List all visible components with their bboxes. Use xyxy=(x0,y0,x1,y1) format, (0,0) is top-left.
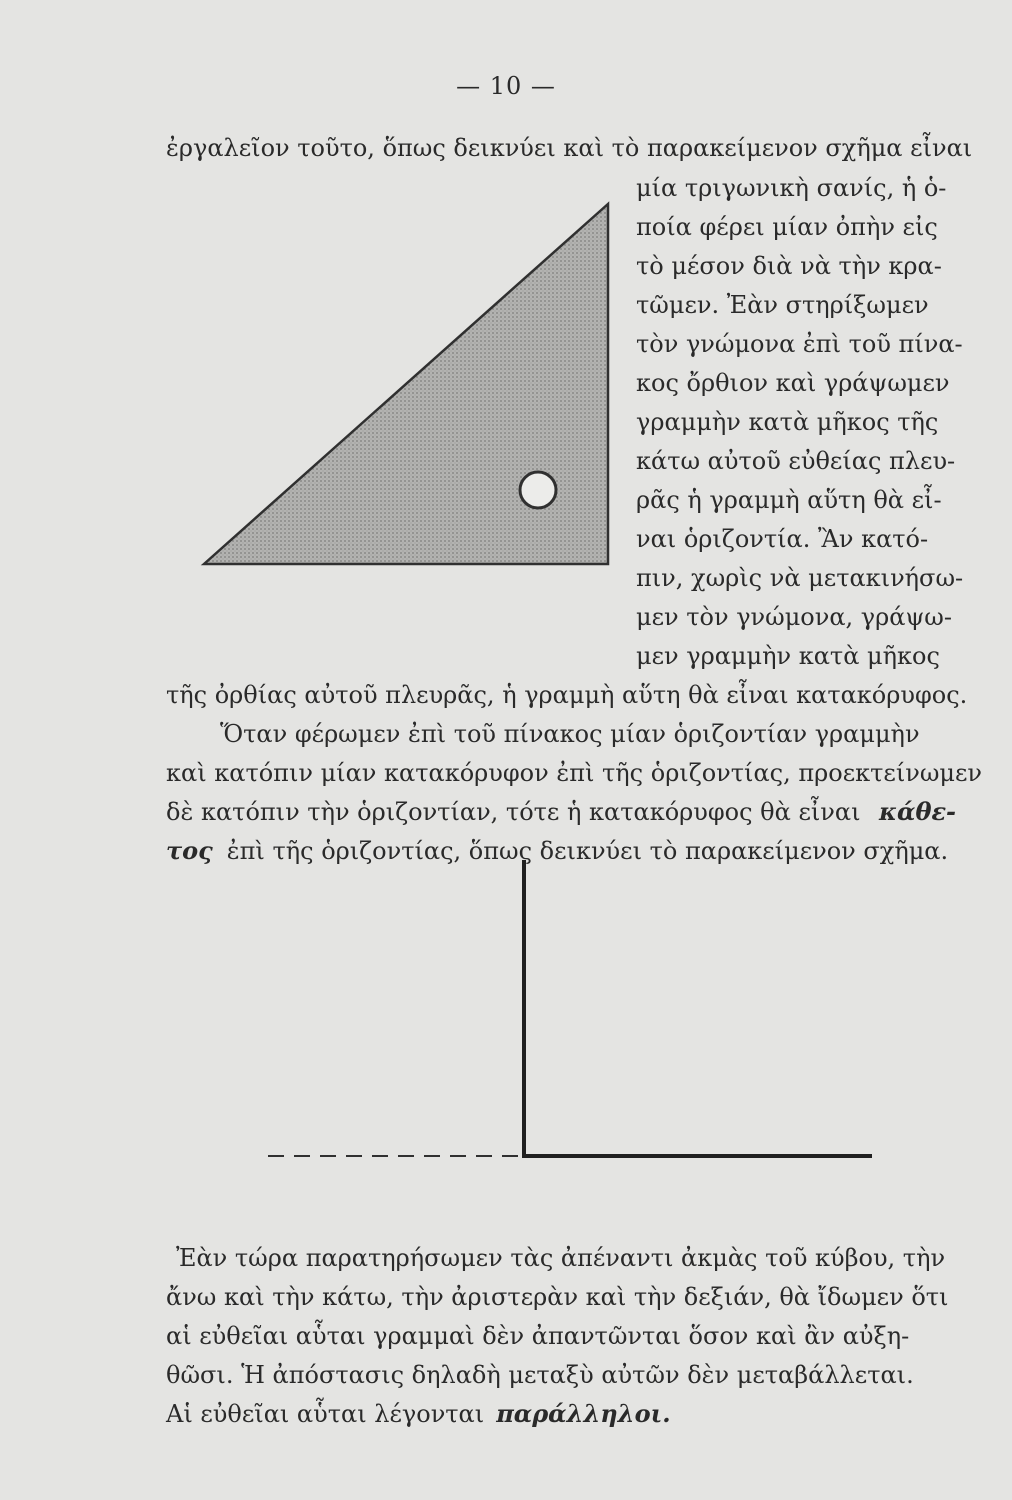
text-line: θῶσι. Ἡ ἀπόστασις δηλαδὴ μεταξὺ αὐτῶν δὲν μεταβάλλεται. xyxy=(166,1361,914,1389)
text-line: μεν τὸν γνώμονα, γράψω- xyxy=(636,603,952,631)
text-line: ἐργαλεῖον τοῦτο, ὅπως δεικνύει καὶ τὸ παρακείμενον σχῆμα εἶναι xyxy=(166,134,973,162)
text-line: τὸν γνώμονα ἐπὶ τοῦ πίνα- xyxy=(636,330,963,358)
text-line: τῶμεν. Ἐὰν στηρίξωμεν xyxy=(636,291,929,319)
text-line: Ἐὰν τώρα παρατηρήσωμεν τὰς ἀπέναντι ἀκμὰς τοῦ κύβου, τὴν xyxy=(176,1244,946,1272)
text-line: δὲ κατόπιν τὴν ὁριζοντίαν, τότε ἡ κατακόρυφος θὰ εἶναι κάθε- xyxy=(166,794,956,830)
text-line: τὸ μέσον διὰ νὰ τὴν κρα- xyxy=(636,252,942,280)
page-number: — 10 — xyxy=(456,72,556,100)
text-line: πιν, χωρὶς νὰ μετακινήσω- xyxy=(636,564,964,592)
triangle-shape xyxy=(204,204,608,564)
text-line: καὶ κατόπιν μίαν κατακόρυφον ἐπὶ τῆς ὁριζοντίας, προεκτείνωμεν xyxy=(166,759,983,787)
triangle-set-square-figure xyxy=(196,196,616,576)
text-line: τος ἐπὶ τῆς ὁριζοντίας, ὅπως δεικνύει τὸ παρακείμενον σχῆμα. xyxy=(166,833,956,869)
perpendicular-lines-figure xyxy=(268,854,876,1164)
triangle-hole xyxy=(520,472,556,508)
emphasis-term: τος xyxy=(166,836,213,865)
text-line: κάτω αὐτοῦ εὐθείας πλευ- xyxy=(636,447,956,475)
text-line: ἄνω καὶ τὴν κάτω, τὴν ἀριστερὰν καὶ τὴν δεξιάν, θὰ ἴδωμεν ὅτι xyxy=(166,1283,949,1311)
text-line: τῆς ὀρθίας αὐτοῦ πλευρᾶς, ἡ γραμμὴ αὕτη θὰ εἶναι κατακόρυφος. xyxy=(166,681,968,709)
text-line: κος ὄρθιον καὶ γράψωμεν xyxy=(636,369,950,397)
emphasis-term: παράλληλοι. xyxy=(496,1399,671,1428)
text-line: Αἱ εὐθεῖαι αὗται λέγονται παράλληλοι. xyxy=(166,1396,956,1432)
text-line: Ὅταν φέρωμεν ἐπὶ τοῦ πίνακος μίαν ὁριζοντίαν γραμμὴν xyxy=(220,720,920,748)
text-line: ποία φέρει μίαν ὀπὴν εἰς xyxy=(636,213,938,241)
emphasis-term: κάθε- xyxy=(878,797,956,826)
text-line: γραμμὴν κατὰ μῆκος τῆς xyxy=(636,408,939,436)
text-line: ναι ὁριζοντία. Ἂν κατό- xyxy=(636,525,929,553)
text-line: μία τριγωνικὴ σανίς, ἡ ὁ- xyxy=(636,174,947,202)
text-line: ρᾶς ἡ γραμμὴ αὕτη θὰ εἶ- xyxy=(636,486,942,514)
text-line: μεν γραμμὴν κατὰ μῆκος xyxy=(636,642,940,670)
text-line: αἱ εὐθεῖαι αὗται γραμμαὶ δὲν ἀπαντῶνται ὅσον καὶ ἂν αὐξη- xyxy=(166,1322,910,1350)
